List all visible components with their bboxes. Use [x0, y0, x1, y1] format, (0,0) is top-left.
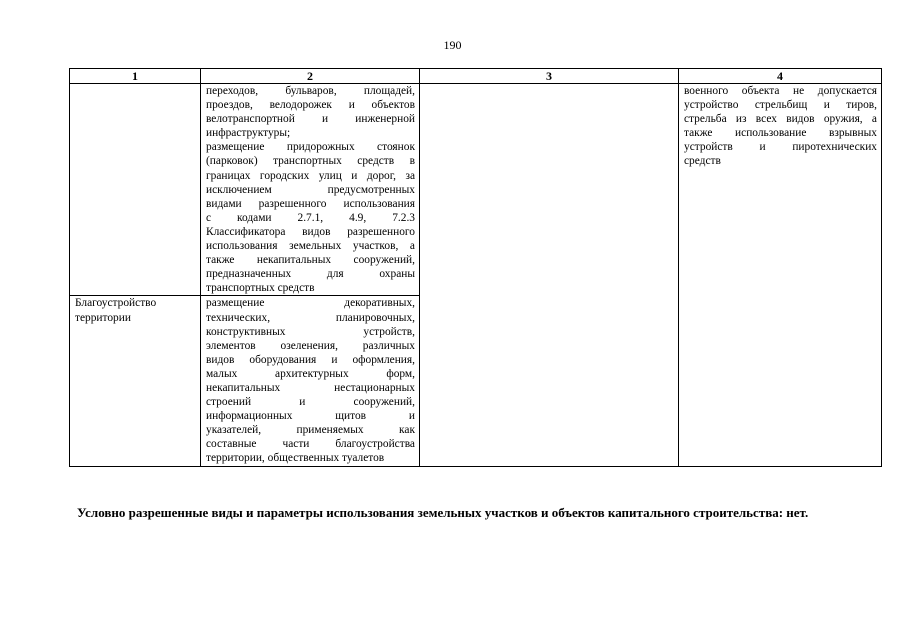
cell-text-line: транспортных средств	[206, 282, 315, 295]
footer-note: Условно разрешенные виды и параметры использования земельных участков и объектов капитального строительства: нет.	[77, 505, 809, 520]
row2-col2-text	[206, 296, 415, 465]
row1-col2-text	[206, 84, 415, 295]
cell-text-line: указателей, применяемых как	[206, 424, 415, 437]
cell-text-line: видами разрешенного использования	[206, 197, 415, 210]
table-header-row	[70, 69, 882, 84]
cell-text-line: Классификатора видов разрешенного	[206, 225, 415, 238]
cell-text-line: некапитальных нестационарных	[206, 381, 415, 394]
cell-text-line: составные части благоустройства	[206, 438, 415, 451]
cell-text-line: территории, общественных туалетов	[206, 452, 385, 465]
cell-text-line: размещение декоративных,	[206, 297, 415, 310]
row2-col1-cell	[70, 296, 201, 466]
cell-text-line: Благоустройство	[75, 297, 157, 310]
cell-text-line: устройство стрельбищ и тиров,	[684, 99, 877, 112]
cell-text-line: (парковок) транспортных средств в	[206, 155, 415, 168]
cell-text-line: видов оборудования и оформления,	[206, 353, 415, 366]
page-number: 190	[443, 38, 462, 52]
table-row	[70, 84, 882, 296]
row2-col2-cell	[201, 296, 420, 466]
document-table	[69, 68, 882, 467]
cell-text-line: проездов, велодорожек и объектов	[206, 99, 415, 112]
cell-text-line: элементов озеленения, различных	[206, 339, 415, 352]
cell-text-line: переходов, бульваров, площадей,	[206, 85, 415, 97]
cell-text-line: территории	[75, 311, 131, 324]
row2-col1-text	[75, 296, 196, 324]
cell-text-line: велотранспортной и инженерной	[206, 113, 415, 126]
cell-text-line: с кодами 2.7.1, 4.9, 7.2.3	[206, 211, 415, 224]
cell-text-line: строений и сооружений,	[206, 396, 415, 409]
cell-text-line: предназначенных для охраны	[206, 268, 415, 281]
column-header-2: 2	[201, 69, 420, 84]
col3-cell	[420, 84, 679, 467]
column-header-1: 1	[70, 69, 201, 84]
cell-text-line: военного объекта не допускается	[684, 85, 877, 97]
cell-text-line: устройств и пиротехнических	[684, 141, 877, 154]
cell-text-line: исключением предусмотренных	[206, 183, 415, 196]
row1-col1-cell	[70, 84, 201, 296]
cell-text-line: также использование взрывных	[684, 127, 877, 140]
col4-cell	[679, 84, 882, 467]
cell-text-line: также некапитальных сооружений,	[206, 254, 415, 267]
cell-text-line: технических, планировочных,	[206, 311, 415, 324]
col4-text	[684, 84, 877, 169]
column-header-4: 4	[679, 69, 882, 84]
cell-text-line: конструктивных устройств,	[206, 325, 415, 338]
cell-text-line: стрельба из всех видов оружия, а	[684, 113, 877, 126]
cell-text-line: размещение придорожных стоянок	[206, 141, 415, 154]
cell-text-line: малых архитектурных форм,	[206, 367, 415, 380]
row1-col2-cell	[201, 84, 420, 296]
column-header-3: 3	[420, 69, 679, 84]
cell-text-line: инфраструктуры;	[206, 127, 291, 140]
cell-text-line: границах городских улиц и дорог, за	[206, 169, 415, 182]
cell-text-line: средств	[684, 155, 721, 168]
cell-text-line: использования земельных участков, а	[206, 240, 415, 253]
cell-text-line: информационных щитов и	[206, 410, 415, 423]
